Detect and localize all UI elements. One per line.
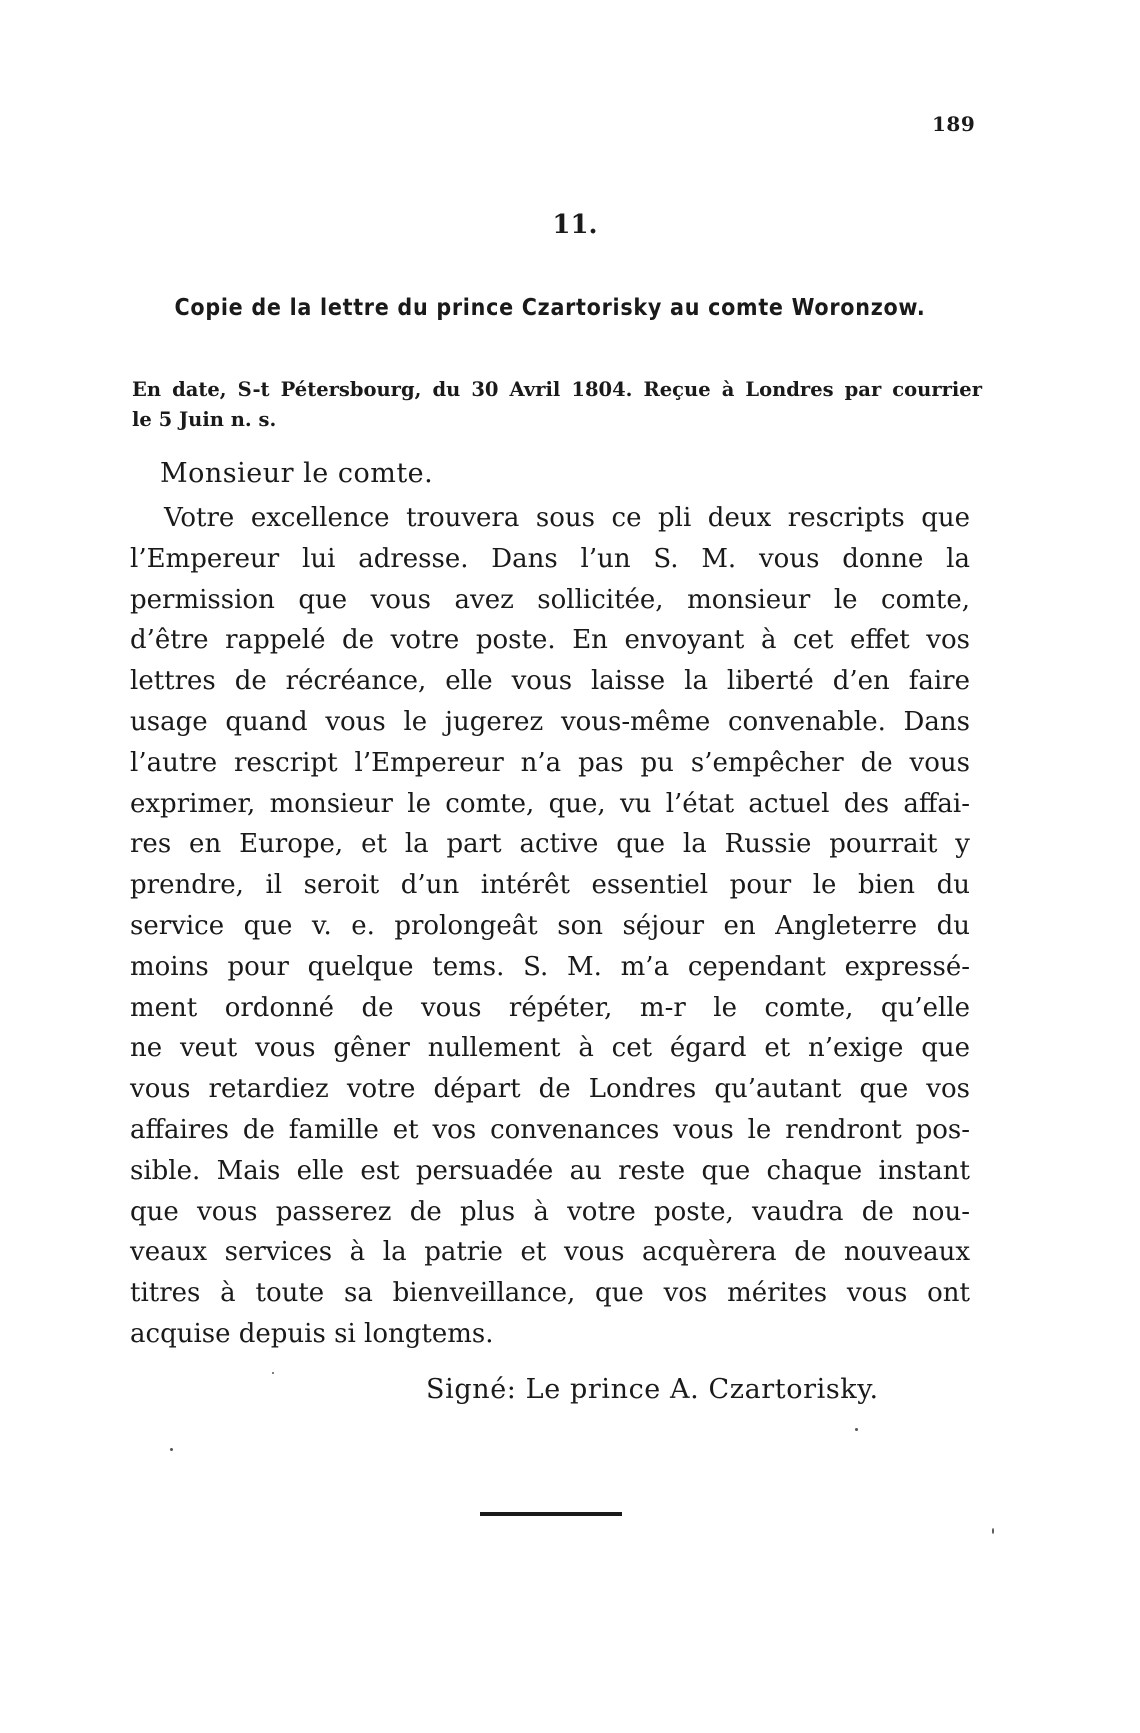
body-line: acquise depuis si longtems. — [130, 1318, 494, 1349]
body-line: affaires de famille et vos convenances vous le rendront pos- — [130, 1114, 970, 1145]
body-line: veaux services à la patrie et vous acquèrera de nouveaux — [130, 1237, 970, 1268]
body-line: vous retardiez votre départ de Londres qu’autant que vos — [130, 1074, 970, 1105]
body-line: ne veut vous gêner nullement à cet égard et n’exige que — [130, 1033, 970, 1064]
body-line: prendre, il seroit d’un intérêt essentiel pour le bien du — [130, 870, 970, 901]
document-meta — [132, 375, 982, 435]
letter-body — [130, 498, 970, 1355]
document-number: 11. — [552, 210, 598, 240]
body-line: res en Europe, et la part active que la Russie pourrait y — [130, 829, 970, 860]
meta-line: En date, S-t Pétersbourg, du 30 Avril 1804. Reçue à Londres par courrier — [132, 378, 982, 401]
separator-rule — [480, 1512, 622, 1516]
body-line: moins pour quelque tems. S. M. m’a cependant expressé- — [130, 951, 970, 982]
meta-line: le 5 Juin n. s. — [132, 408, 277, 431]
body-line: l’autre rescript l’Empereur n’a pas pu s’empêcher de vous — [130, 747, 970, 778]
signature: Signé: Le prince A. Czartorisky. — [426, 1374, 879, 1405]
scan-speck — [855, 1428, 858, 1431]
body-line: l’Empereur lui adresse. Dans l’un S. M. vous donne la — [130, 543, 970, 574]
document-title: Copie de la lettre du prince Czartorisky au comte Woronzow. — [174, 295, 926, 321]
scan-speck — [170, 1448, 173, 1451]
body-line: ment ordonné de vous répéter, m-r le comte, qu’elle — [130, 992, 970, 1023]
body-line: permission que vous avez sollicitée, monsieur le comte, — [130, 584, 970, 615]
page-number: 189 — [932, 112, 976, 136]
body-line: d’être rappelé de votre poste. En envoyant à cet effet vos — [130, 625, 970, 656]
body-line: service que v. e. prolongeât son séjour en Angleterre du — [130, 910, 970, 941]
salutation: Monsieur le comte. — [160, 458, 434, 489]
body-line: usage quand vous le jugerez vous-même convenable. Dans — [130, 706, 970, 737]
scan-speck — [992, 1528, 994, 1534]
body-line: sible. Mais elle est persuadée au reste que chaque instant — [130, 1155, 970, 1186]
body-line: exprimer, monsieur le comte, que, vu l’état actuel des affai- — [130, 788, 970, 819]
body-line: titres à toute sa bienveillance, que vos mérites vous ont — [130, 1278, 970, 1309]
body-line: Votre excellence trouvera sous ce pli deux rescripts que — [164, 503, 970, 533]
body-line: que vous passerez de plus à votre poste, vaudra de nou- — [130, 1196, 970, 1227]
body-line: lettres de récréance, elle vous laisse la liberté d’en faire — [130, 666, 970, 697]
scan-speck — [272, 1372, 274, 1374]
